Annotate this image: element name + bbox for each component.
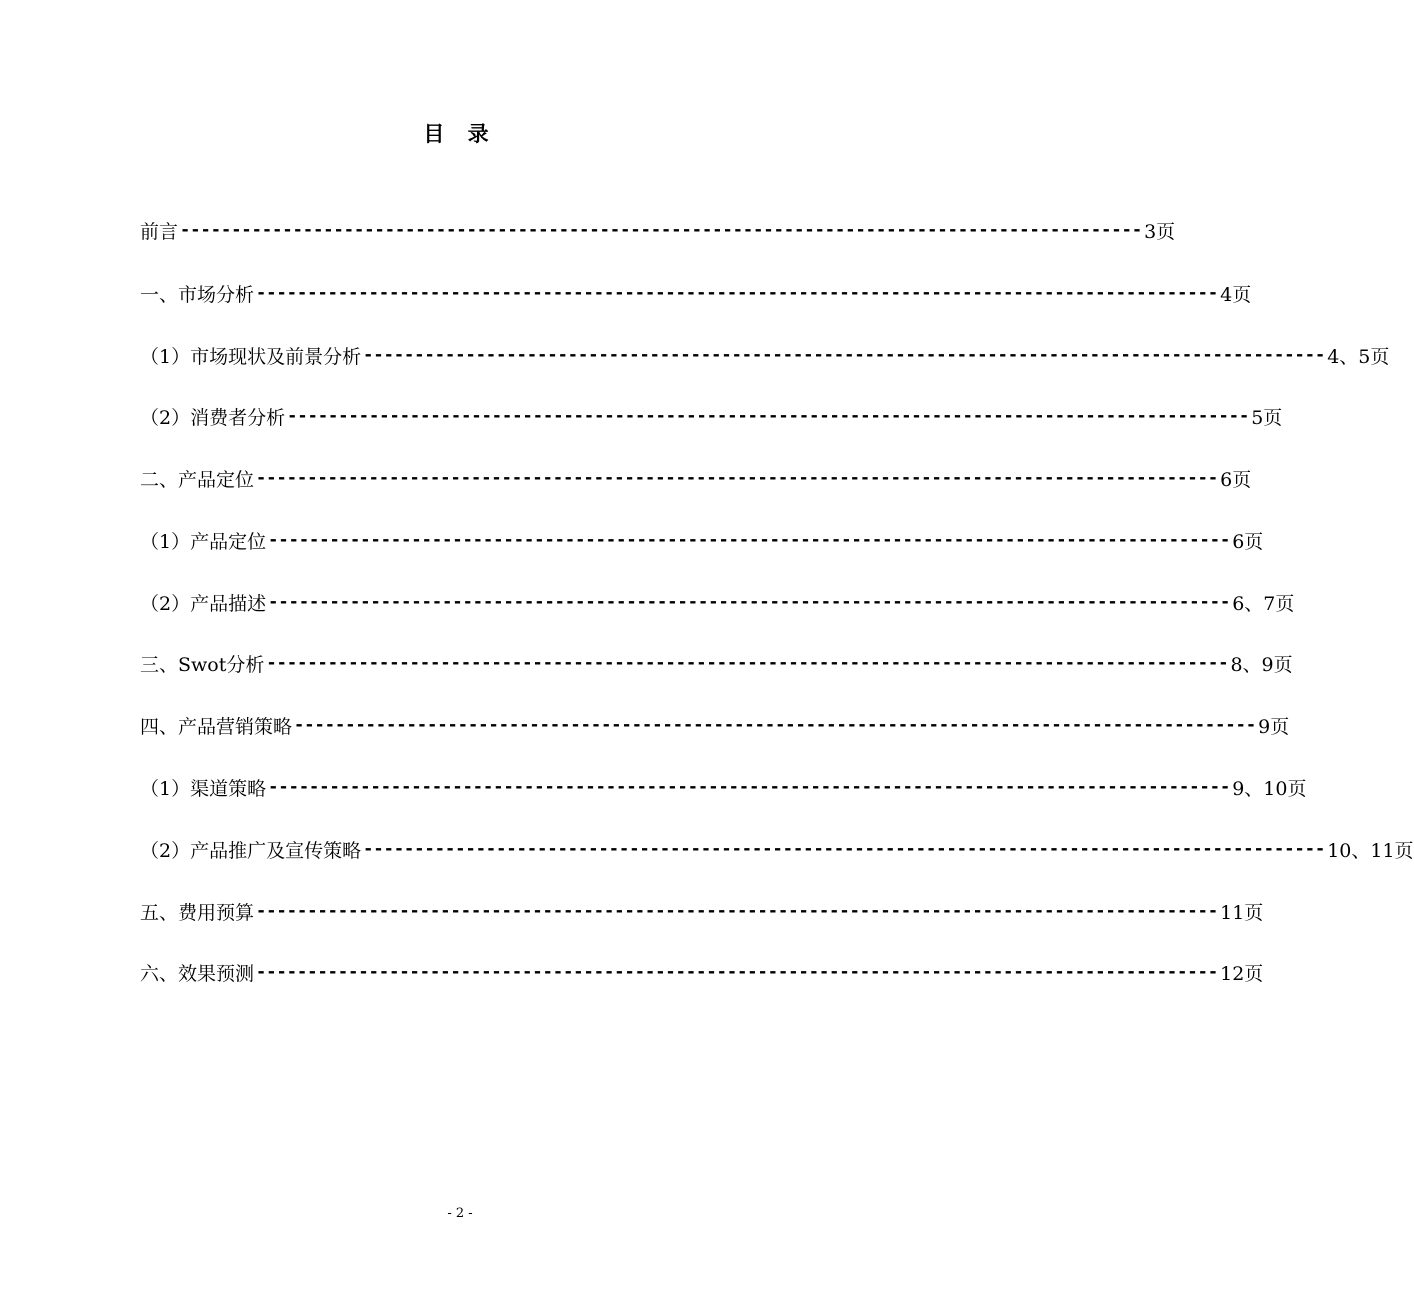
toc-entry-preface[interactable] — [140, 215, 1176, 245]
toc-entry-2-2[interactable] — [140, 587, 1295, 617]
toc-entry-page: 12页 — [1220, 962, 1264, 985]
toc-leader: ---------------------------------------------------------------------------------------------- — [256, 901, 1219, 921]
toc-entry-1[interactable] — [140, 278, 1252, 308]
toc-leader: ---------------------------------------------------------------------------------------------- — [294, 715, 1257, 735]
toc-leader: ---------------------------------------------------------------------------------------------- — [180, 220, 1143, 240]
toc-entry-1-1[interactable] — [140, 340, 1390, 370]
toc-entry-number: （2） — [140, 592, 191, 615]
page-number-footer: - 2 - — [447, 1206, 473, 1221]
toc-leader: ---------------------------------------------------------------------------------------------- — [363, 839, 1326, 859]
toc-entry-page: 9页 — [1258, 715, 1290, 738]
toc-entry-label: 产品描述 — [190, 592, 267, 615]
toc-entry-number: 一、 — [140, 283, 179, 306]
toc-entry-number: 二、 — [140, 468, 179, 491]
toc-entry-page: 3页 — [1144, 220, 1176, 243]
toc-entry-page: 11页 — [1220, 901, 1264, 924]
toc-entry-number: （1） — [140, 345, 191, 368]
toc-entry-page: 4页 — [1220, 283, 1252, 306]
toc-entry-number: 五、 — [140, 901, 179, 924]
toc-entry-label: 市场分析 — [178, 283, 255, 306]
page-title: 目 录 — [423, 121, 497, 146]
toc-entry-number: 三、 — [140, 653, 179, 676]
toc-entry-number: （2） — [140, 839, 191, 862]
toc-entry-number: 六、 — [140, 962, 179, 985]
toc-leader: ---------------------------------------------------------------------------------------------- — [266, 653, 1229, 673]
toc-leader: ---------------------------------------------------------------------------------------------- — [268, 530, 1231, 550]
toc-entry-number: 四、 — [140, 715, 179, 738]
toc-entry-page: 9、10页 — [1232, 777, 1307, 800]
toc-entry-5[interactable] — [140, 896, 1264, 926]
toc-entry-label: 消费者分析 — [190, 406, 286, 429]
toc-entry-number: （1） — [140, 777, 191, 800]
toc-leader: ---------------------------------------------------------------------------------------------- — [268, 777, 1231, 797]
toc-entry-page: 6页 — [1232, 530, 1264, 553]
toc-entry-label: Swot分析 — [178, 653, 265, 676]
toc-entry-label: 效果预测 — [178, 962, 255, 985]
toc-leader: ---------------------------------------------------------------------------------------------- — [268, 592, 1231, 612]
toc-entry-1-2[interactable] — [140, 401, 1283, 431]
toc-leader: ---------------------------------------------------------------------------------------------- — [256, 962, 1219, 982]
toc-leader: ---------------------------------------------------------------------------------------------- — [287, 406, 1250, 426]
toc-entry-2-1[interactable] — [140, 525, 1264, 555]
toc-entry-label: 产品定位 — [190, 530, 267, 553]
toc-entry-4-2[interactable] — [140, 834, 1414, 864]
toc-entry-4-1[interactable] — [140, 772, 1307, 802]
toc-leader: ---------------------------------------------------------------------------------------------- — [256, 283, 1219, 303]
toc-entry-2[interactable] — [140, 463, 1252, 493]
toc-leader: ---------------------------------------------------------------------------------------------- — [363, 345, 1326, 365]
toc-entry-page: 4、5页 — [1327, 345, 1390, 368]
toc-entry-label: 产品营销策略 — [178, 715, 293, 738]
toc-entry-label: 市场现状及前景分析 — [190, 345, 362, 368]
toc-entry-number: （1） — [140, 530, 191, 553]
toc-entry-label: 前言 — [140, 220, 179, 243]
toc-leader: ---------------------------------------------------------------------------------------------- — [256, 468, 1219, 488]
toc-entry-6[interactable] — [140, 957, 1264, 987]
toc-entry-number: （2） — [140, 406, 191, 429]
toc-entry-page: 6页 — [1220, 468, 1252, 491]
toc-entry-page: 8、9页 — [1230, 653, 1293, 676]
toc-entry-3[interactable] — [140, 648, 1293, 678]
toc-entry-label: 产品推广及宣传策略 — [190, 839, 362, 862]
toc-entry-label: 费用预算 — [178, 901, 255, 924]
toc-entry-page: 5页 — [1251, 406, 1283, 429]
toc-entry-page: 10、11页 — [1327, 839, 1414, 862]
toc-entry-label: 产品定位 — [178, 468, 255, 491]
toc-entry-label: 渠道策略 — [190, 777, 267, 800]
toc-entry-4[interactable] — [140, 710, 1290, 740]
toc-entry-page: 6、7页 — [1232, 592, 1295, 615]
